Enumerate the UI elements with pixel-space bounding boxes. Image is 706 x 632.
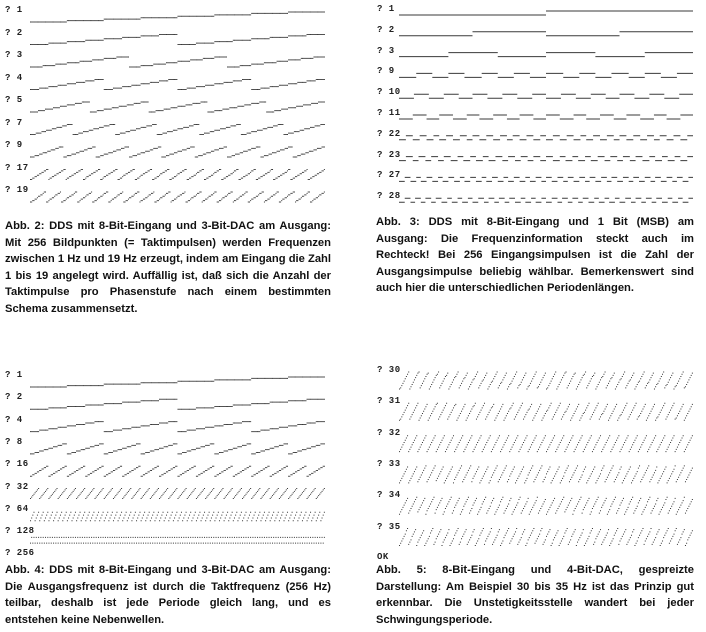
waveform-trace: [30, 35, 325, 45]
waveform-trace: [399, 32, 693, 36]
waveform-trace: [30, 489, 325, 499]
caption-abb2: Abb. 2: DDS mit 8-Bit-Eingang und 3-Bit-DAC am Ausgang: Mit 256 Bildpunkten (= Taktimpulsen) werden Frequenzen zwischen 1 Hz und 19 Hz erzeugt, indem am Eingang die Zahl 1 bis 19 angelegt wird. Auffällig ist, daß sich die Anzahl der Taktimpulse pro Phasenstufe nach einem bestimmten Schema zusammensetzt.: [5, 220, 331, 315]
row-label: ? 3: [5, 50, 23, 60]
plot-abb4: [0, 340, 345, 562]
row-label: ? 8: [5, 436, 23, 447]
waveform-trace: [399, 94, 693, 98]
row-label: ? 10: [377, 87, 401, 98]
row-label: ? 23: [377, 149, 401, 160]
waveform-trace: [30, 377, 325, 387]
row-label: ? 128: [5, 526, 35, 537]
row-label: ? 1: [377, 4, 395, 14]
row-label: ? 32: [377, 427, 401, 438]
waveform-trace: [30, 537, 325, 543]
figure-abb5: [355, 340, 706, 632]
waveform-trace: [30, 422, 325, 432]
row-label: ? 1: [5, 370, 23, 380]
waveform-trace: [399, 73, 693, 77]
waveform-trace: [30, 399, 325, 409]
waveform-trace: [399, 436, 693, 452]
waveform-trace: [30, 12, 325, 22]
waveform-trace: [30, 57, 325, 67]
row-label: ? 9: [377, 66, 395, 77]
waveform-svg-abb2: [0, 0, 345, 210]
row-label: ? 31: [377, 396, 401, 407]
row-label: ? 2: [377, 24, 395, 35]
waveform-svg-abb5: [355, 340, 706, 562]
waveform-trace: [399, 372, 693, 389]
row-label: ? 4: [5, 72, 23, 83]
waveform-svg-abb3: [355, 0, 706, 210]
caption-abb4: Abb. 4: DDS mit 8-Bit-Eingang und 3-Bit-DAC am Ausgang: Die Ausgangsfrequenz ist durch die Taktfrequenz (256 Hz) teilbar, deshalb ist jede Periode gleich lang, und es entstehen keine Nebenwellen.: [5, 564, 331, 626]
row-label: ? 5: [5, 95, 23, 105]
waveform-trace: [399, 403, 693, 420]
waveform-trace: [30, 147, 325, 157]
waveform-trace: [399, 529, 693, 546]
plot-abb3: [355, 0, 706, 210]
plot-abb5: [355, 340, 706, 562]
waveform-trace: [399, 157, 693, 161]
waveform-trace: [399, 198, 693, 202]
row-label: ? 32: [5, 481, 29, 492]
row-label: ? 4: [5, 414, 23, 425]
row-label: ? 11: [377, 108, 401, 118]
caption-abb5: Abb. 5: 8-Bit-Eingang und 4-Bit-DAC, gespreizte Darstellung: Am Beispiel 30 bis 35 Hz ist das Prinzip gut erkennbar. Die Unstetigkeitsstelle wandert bei jeder Schwingungsperiode.: [376, 564, 694, 626]
row-label: ? 22: [377, 128, 401, 139]
waveform-trace: [399, 11, 693, 15]
row-label: ? 17: [5, 162, 29, 173]
row-label: ? 33: [377, 458, 401, 469]
waveform-trace: [399, 497, 693, 514]
waveform-trace: [399, 466, 693, 483]
waveform-trace: [30, 102, 325, 112]
waveform-trace: [30, 125, 325, 135]
row-label: ? 19: [5, 185, 29, 195]
waveform-trace: [399, 53, 693, 57]
waveform-trace: [30, 444, 325, 454]
row-label: ? 30: [377, 365, 401, 375]
row-label: ? 16: [5, 459, 29, 470]
row-label: ? 34: [377, 490, 401, 501]
row-label: ? 256: [5, 548, 35, 559]
waveform-trace: [30, 466, 325, 476]
figure-abb2: [0, 0, 345, 340]
row-label: ? 3: [377, 45, 395, 56]
row-label: ? 64: [5, 503, 29, 514]
plot-abb2: [0, 0, 345, 210]
caption-abb3: Abb. 3: DDS mit 8-Bit-Eingang und 1 Bit (MSB) am Ausgang: Die Frequenzinformation steckt auch im Rechteck! Bei 256 Eingangsimpulsen ist die Zahl der Ausgangsimpulse beliebig wählbar. Bemerkenswert sind auch hier die unterschiedlichen Periodenlängen.: [376, 216, 694, 295]
row-label: ? 35: [377, 521, 401, 532]
figure-abb4: [0, 340, 345, 632]
row-label: ? 2: [5, 392, 23, 403]
footer-label: OK: [377, 551, 389, 562]
waveform-trace: [30, 512, 325, 521]
row-label: ? 7: [5, 117, 23, 128]
row-label: ? 27: [377, 170, 401, 181]
row-label: ? 9: [5, 140, 23, 150]
row-label: ? 28: [377, 191, 401, 202]
waveform-svg-abb4: [0, 340, 345, 562]
waveform-trace: [399, 136, 693, 140]
waveform-trace: [30, 192, 325, 202]
row-label: ? 1: [5, 5, 23, 15]
waveform-trace: [30, 170, 325, 180]
row-label: ? 2: [5, 27, 23, 38]
waveform-trace: [399, 115, 693, 119]
waveform-trace: [399, 177, 693, 181]
waveform-trace: [30, 80, 325, 90]
figure-abb3: [355, 0, 706, 340]
